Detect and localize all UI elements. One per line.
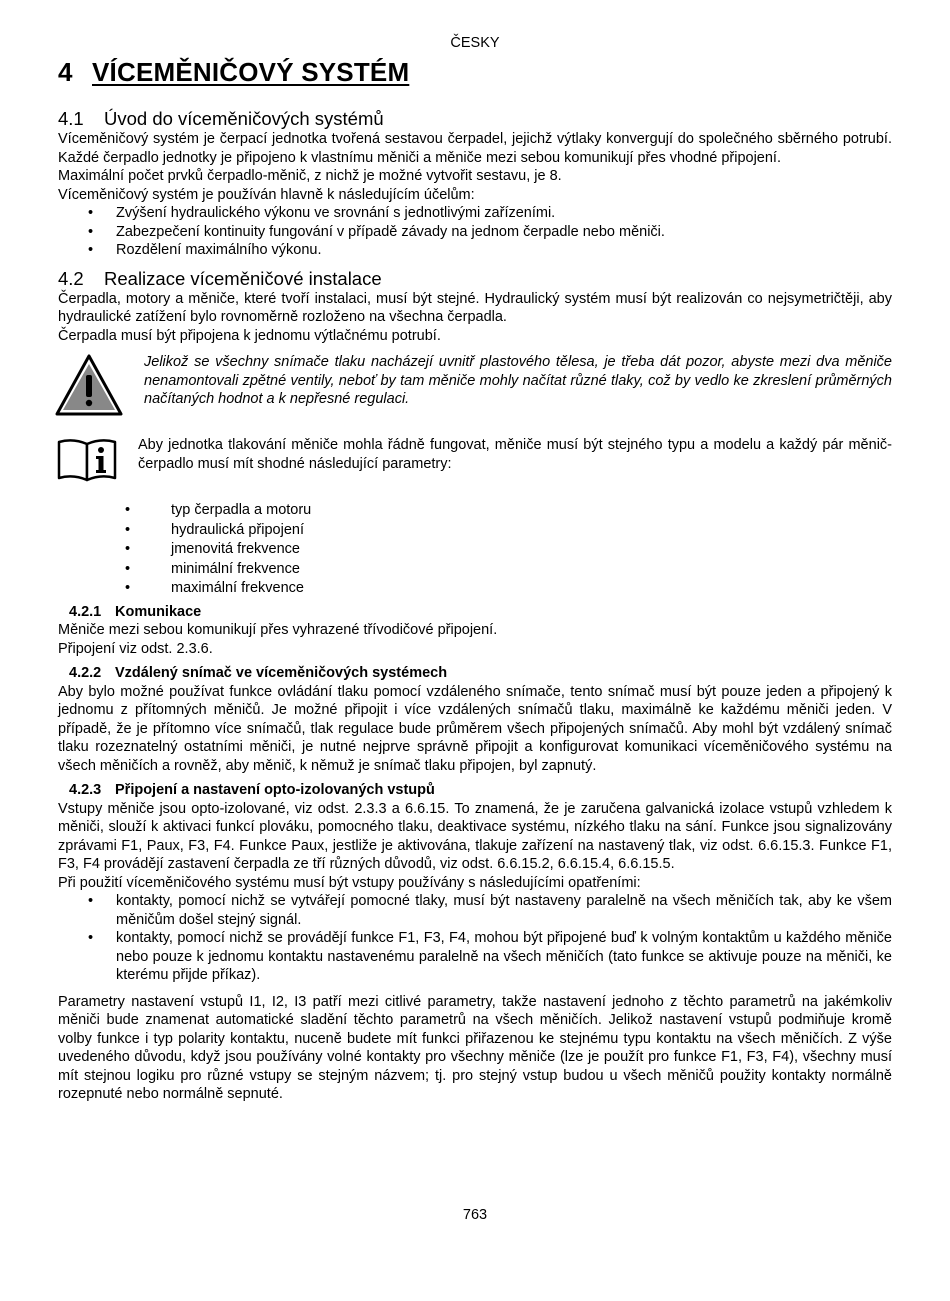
paragraph: Aby bylo možné používat funkce ovládání tlaku pomocí vzdáleného snímače, tento snímač musí být pouze jeden a připojený k jednomu z přítomných měničů. Je možné připojit i více vzdálených snímačů tlaku, maximálně ke každému měniči jeden. V případě, že je přítomno více snímačů, tlak regulace bude průměrem všech připojených snímačů. Aby mohl být vzdálený snímač tlaku rozeznatelný ostatními měniči, je nutné nejprve správně připojit a konfigurovat komunikaci víceměničového systému na všech měničích a rovněž, aby měnič, k němuž je snímač tlaku připojen, byl zapnutý. (58, 683, 892, 774)
paragraph: Při použití víceměničového systému musí být vstupy používány s následujícími opatřeními: (58, 874, 641, 891)
paragraph: Čerpadla musí být připojena k jednomu výtlačnému potrubí. (58, 327, 441, 344)
section-heading-4-2 (58, 268, 892, 290)
subsection-number: 4.2.2 (69, 665, 102, 681)
subsection-heading-4-2-2 (58, 664, 892, 683)
subsection-number: 4.2.3 (69, 782, 102, 798)
paragraph: Parametry nastavení vstupů I1, I2, I3 patří mezi citlivé parametry, takže nastavení jednoho z těchto parametrů na jakémkoliv měniči bude znamenat automatické sladění těchto parametrů na všech měničích. Jelikož nastavení vstupů podmiňuje kromě volby funkce i typ polarity kontaktu, nuceně budete mít funkci přiřazenou ke stejnému typu kontaktu na všech měničích. Z výše uvedeného důvodu, když jsou používány volné kontakty pro všechny měniče (lze je použít pro funkce F1, F3, F4), všechny musí mít stejnou logiku pro různé vstupy se stejným názvem; tj. pro stejný vstup budou u všech měničů použity kontakty normálně rozepnuté nebo normálně sepnuté. (58, 993, 892, 1102)
paragraph: Vstupy měniče jsou opto-izolované, viz odst. 2.3.3 a 6.6.15. To znamená, že je zaručena galvanická izolace vstupů vzhledem k měniči, slouží k aktivaci funkcí plováku, pomocného tlaku, deaktivace systému, nízkého tlaku na sání. Funkce jsou signalizovány zprávami F1, Paux, F3, F4. Funkce Paux, jestliže je aktivována, tlakuje zařízení na nastavený tlak, viz odst. 6.6.15.3. Funkce F1, F3, F4 provádějí zastavení čerpadla ze tří různých důvodů, viz odst. 6.6.15.2, 6.6.15.4, 6.6.15.5. (58, 800, 892, 872)
subsection-number: 4.2.1 (69, 603, 102, 620)
paragraph: Víceměničový systém je čerpací jednotka tvořená sestavou čerpadel, jejichž výtlaky konvergují do společného sběrného potrubí. Každé čerpadlo jednotky je připojeno k vlastnímu měniči a měniče mezi sebou komunikují přes vhodné připojení. (58, 131, 892, 166)
paragraph: Měniče mezi sebou komunikují přes vyhrazené třívodičové připojení. (58, 622, 498, 638)
paragraph: Maximální počet prvků čerpadlo-měnič, z nichž je možné vytvořit sestavu, je 8. (58, 168, 562, 184)
bullet-list (58, 204, 892, 260)
section-number: 4.1 (58, 108, 84, 129)
info-text: Aby jednotka tlakování měniče mohla řádně fungovat, měniče musí být stejného typu a modelu a každý pár měnič-čerpadlo musí mít shodné následující parametry: (138, 437, 892, 472)
subsection-title: Vzdálený snímač ve víceměničových systémech (115, 665, 448, 681)
section-title: Úvod do víceměničových systémů (104, 108, 384, 129)
list-item: • minimální frekvence (58, 560, 892, 580)
list-item: • Zabezpečení kontinuity fungování v případě závady na jednom čerpadle nebo měniči. (58, 223, 892, 242)
list-item: • Rozdělení maximálního výkonu. (58, 241, 892, 260)
subsection-title: Komunikace (115, 603, 202, 620)
info-note (58, 436, 892, 487)
chapter-title-text: VÍCEMĚNIČOVÝ SYSTÉM (92, 57, 410, 87)
warning-triangle-icon (58, 353, 132, 422)
page-number: 763 (462, 1207, 488, 1223)
section-title: Realizace víceměničové instalace (104, 267, 382, 289)
subsection-heading-4-2-1 (58, 603, 892, 622)
paragraph: Připojení viz odst. 2.3.6. (58, 640, 213, 657)
subsection-heading-4-2-3 (58, 781, 892, 800)
section-heading-4-1 (58, 108, 892, 130)
paragraph: Čerpadla, motory a měniče, které tvoří instalaci, musí být stejné. Hydraulický systém musí být realizován co nejsymetričtěji, aby hydraulické zatížení bylo rovnoměrně rozloženo na všechna čerpadla. (58, 290, 892, 325)
manual-info-icon (58, 436, 132, 487)
content-flow (58, 108, 892, 1104)
list-item: • jmenovitá frekvence (58, 540, 892, 560)
subsection-title: Připojení a nastavení opto-izolovaných vstupů (115, 782, 435, 798)
parameter-list (58, 501, 892, 599)
section-number: 4.2 (58, 267, 84, 289)
warning-note (58, 353, 892, 422)
list-item: • hydraulická připojení (58, 521, 892, 541)
bullet-list (58, 892, 892, 985)
paragraph: Víceměničový systém je používán hlavně k následujícím účelům: (58, 186, 475, 203)
chapter-title (58, 57, 409, 88)
list-item: • typ čerpadla a motoru (58, 501, 892, 521)
list-item: • kontakty, pomocí nichž se vytvářejí pomocné tlaky, musí být nastaveny paralelně na všech měničích tak, aby ke všem měničům došel stejný signál. (58, 892, 892, 929)
list-item: • maximální frekvence (58, 579, 892, 599)
language-header: ČESKY (450, 35, 500, 51)
list-item: • Zvýšení hydraulického výkonu ve srovnání s jednotlivými zařízeními. (58, 204, 892, 223)
list-item: • kontakty, pomocí nichž se provádějí funkce F1, F3, F4, mohou být připojené buď k volným kontaktům u každého měniče nebo pouze k jednomu kontaktu nastavenému paralelně na všech měničích (tato funkce se aktivuje pouze na měniči, ke kterému přijde příkaz). (58, 929, 892, 985)
chapter-number: 4 (58, 57, 73, 87)
warning-text: Jelikož se všechny snímače tlaku nacházejí uvnitř plastového tělesa, je třeba dát pozor, abyste mezi dva měniče nenamontovali zpětné ventily, neboť by tam měniče mohly načítat různé tlaky, což by vedlo ke zkreslení průměrných načítaných hodnot a k nepřesné regulaci. (144, 354, 892, 407)
